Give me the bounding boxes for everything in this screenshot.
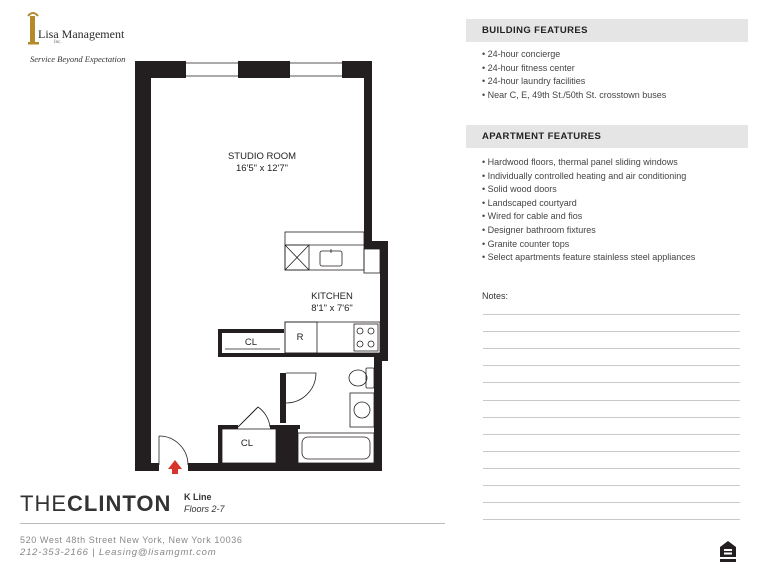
building-features-list (482, 48, 666, 102)
list-item: • Individually controlled heating and air conditioning (482, 170, 695, 184)
studio-room-label (212, 151, 312, 175)
kitchen-name: KITCHEN (311, 291, 353, 302)
kitchen-dims: 8'1" x 7'6" (311, 303, 353, 314)
closet-label-2: CL (240, 438, 254, 449)
equal-housing-opportunity-icon (719, 540, 737, 564)
note-line (483, 400, 740, 401)
divider (20, 523, 445, 524)
list-item: • Near C, E, 49th St./50th St. crosstown buses (482, 89, 666, 103)
company-logo (24, 12, 134, 64)
note-line (483, 485, 740, 486)
studio-room-dims: 16'5" x 12'7" (235, 163, 289, 174)
notes-label: Notes: (482, 291, 509, 301)
logo-inc: Inc. (54, 40, 62, 45)
list-item: • Designer bathroom fixtures (482, 224, 695, 238)
logo-tagline: Service Beyond Expectation (30, 54, 126, 64)
list-item: • Solid wood doors (482, 183, 695, 197)
logo-name: Lisa Management (38, 27, 125, 41)
apartment-features-list (482, 156, 695, 265)
building-name (20, 491, 171, 517)
list-item: • Wired for cable and fios (482, 210, 695, 224)
list-item: • 24-hour fitness center (482, 62, 666, 76)
list-item: • Select apartments feature stainless steel appliances (482, 251, 695, 265)
floor-plan-drawing (130, 55, 400, 480)
contact-info: 212-353-2166 | Leasing@lisamgmt.com (20, 547, 217, 558)
note-line (483, 451, 740, 452)
apartment-features-heading: APARTMENT FEATURES (482, 131, 602, 142)
note-line (483, 502, 740, 503)
building-features-heading: BUILDING FEATURES (482, 25, 588, 36)
list-item: • 24-hour concierge (482, 48, 666, 62)
note-line (483, 348, 740, 349)
closet-label: CL (244, 337, 258, 348)
refrigerator-label: R (296, 332, 304, 343)
note-line (483, 417, 740, 418)
list-item: • Granite counter tops (482, 238, 695, 252)
building-name-main: CLINTON (67, 491, 172, 516)
note-line (483, 365, 740, 366)
building-features-header (466, 19, 748, 42)
note-line (483, 331, 740, 332)
unit-floors: Floors 2-7 (184, 504, 225, 514)
note-line (483, 434, 740, 435)
list-item: • Hardwood floors, thermal panel sliding windows (482, 156, 695, 170)
unit-line: K Line (184, 492, 212, 502)
note-line (483, 519, 740, 520)
kitchen-label (296, 291, 368, 315)
note-line (483, 468, 740, 469)
entry-arrow-icon (168, 460, 182, 474)
list-item: • Landscaped courtyard (482, 197, 695, 211)
studio-room-name: STUDIO ROOM (227, 151, 297, 162)
list-item: • 24-hour laundry facilities (482, 75, 666, 89)
note-line (483, 382, 740, 383)
floor-plan (130, 55, 400, 480)
note-line (483, 314, 740, 315)
apartment-features-header (466, 125, 748, 148)
building-address: 520 West 48th Street New York, New York 10036 (20, 535, 243, 545)
building-name-prefix: THE (20, 491, 67, 516)
